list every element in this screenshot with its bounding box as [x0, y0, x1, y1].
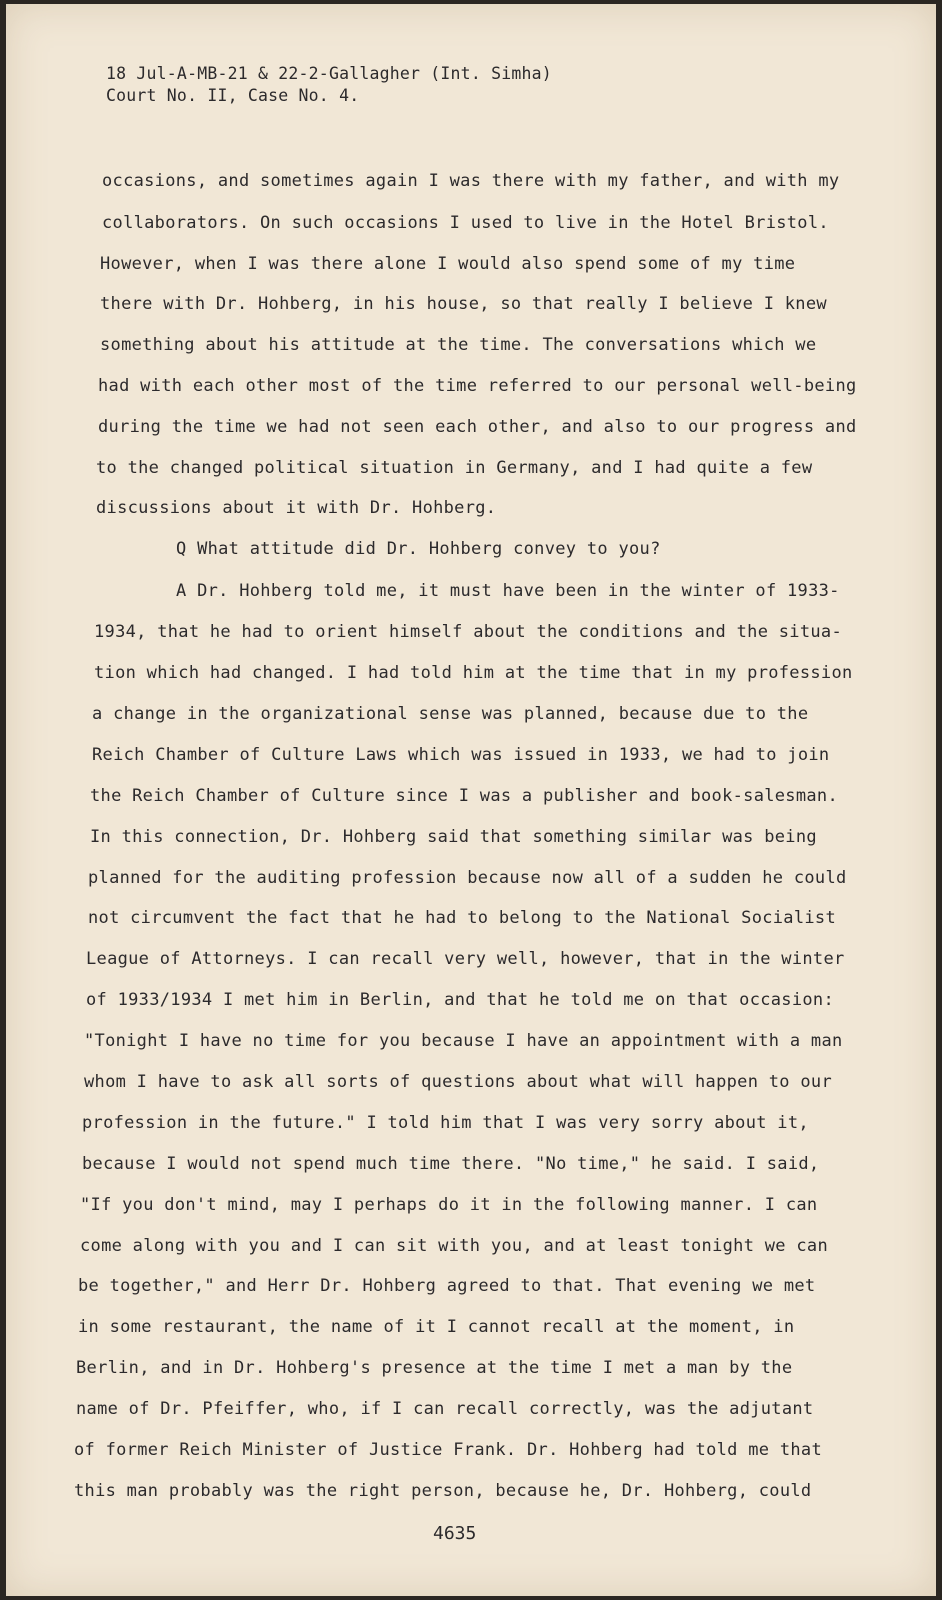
body-line: discussions about it with Dr. Hohberg.: [96, 498, 497, 518]
body-line: name of Dr. Pfeiffer, who, if I can recall correctly, was the adjutant: [76, 1399, 814, 1419]
body-line: occasions, and sometimes again I was there with my father, and with my: [102, 171, 840, 191]
body-line: In this connection, Dr. Hohberg said that something similar was being: [90, 827, 817, 847]
header-line-2: Court No. II, Case No. 4.: [106, 86, 360, 105]
body-line: Berlin, and in Dr. Hohberg's presence at the time I met a man by the: [76, 1358, 793, 1378]
body-line: a change in the organizational sense was planned, because due to the: [92, 704, 809, 724]
header-line-1: 18 Jul-A-MB-21 & 22-2-Gallagher (Int. Simha): [106, 64, 552, 83]
body-line: 1934, that he had to orient himself about the conditions and the situa-: [94, 622, 842, 642]
body-line: collaborators. On such occasions I used to live in the Hotel Bristol.: [102, 213, 829, 233]
body-line: profession in the future." I told him that I was very sorry about it,: [82, 1113, 809, 1133]
body-line: League of Attorneys. I can recall very well, however, that in the winter: [86, 949, 845, 969]
body-line: be together," and Herr Dr. Hohberg agreed to that. That evening we met: [78, 1276, 816, 1296]
page-number: 4635: [433, 1523, 477, 1544]
body-line: had with each other most of the time referred to our personal well-being: [98, 376, 857, 396]
body-line: of 1933/1934 I met him in Berlin, and that he told me on that occasion:: [86, 990, 834, 1010]
body-line: tion which had changed. I had told him at the time that in my profession: [94, 663, 853, 683]
body-line: the Reich Chamber of Culture since I was a publisher and book-salesman.: [90, 786, 838, 806]
body-line: Reich Chamber of Culture Laws which was issued in 1933, we had to join: [92, 745, 830, 765]
body-line: "If you don't mind, may I perhaps do it in the following manner. I can: [80, 1195, 818, 1215]
body-line: of former Reich Minister of Justice Frank. Dr. Hohberg had told me that: [74, 1440, 822, 1460]
body-line: there with Dr. Hohberg, in his house, so that really I believe I knew: [100, 294, 827, 314]
document-page: [6, 4, 936, 1596]
body-line: whom I have to ask all sorts of questions about what will happen to our: [84, 1072, 832, 1092]
body-line: because I would not spend much time there. "No time," he said. I said,: [82, 1154, 820, 1174]
body-line: not circumvent the fact that he had to belong to the National Socialist: [88, 908, 836, 928]
body-line: this man probably was the right person, because he, Dr. Hohberg, could: [74, 1481, 812, 1501]
body-line: "Tonight I have no time for you because I have an appointment with a man: [84, 1031, 843, 1051]
body-line: to the changed political situation in Germany, and I had quite a few: [96, 458, 813, 478]
body-line: A Dr. Hohberg told me, it must have been in the winter of 1933-: [176, 581, 840, 601]
body-line: Q What attitude did Dr. Hohberg convey to you?: [176, 539, 661, 559]
body-line: However, when I was there alone I would also spend some of my time: [100, 254, 796, 274]
body-line: come along with you and I can sit with you, and at least tonight we can: [80, 1236, 828, 1256]
body-line: something about his attitude at the time. The conversations which we: [100, 335, 817, 355]
body-line: during the time we had not seen each other, and also to our progress and: [98, 417, 857, 437]
body-line: planned for the auditing profession because now all of a sudden he could: [88, 868, 847, 888]
body-line: in some restaurant, the name of it I cannot recall at the moment, in: [78, 1317, 795, 1337]
